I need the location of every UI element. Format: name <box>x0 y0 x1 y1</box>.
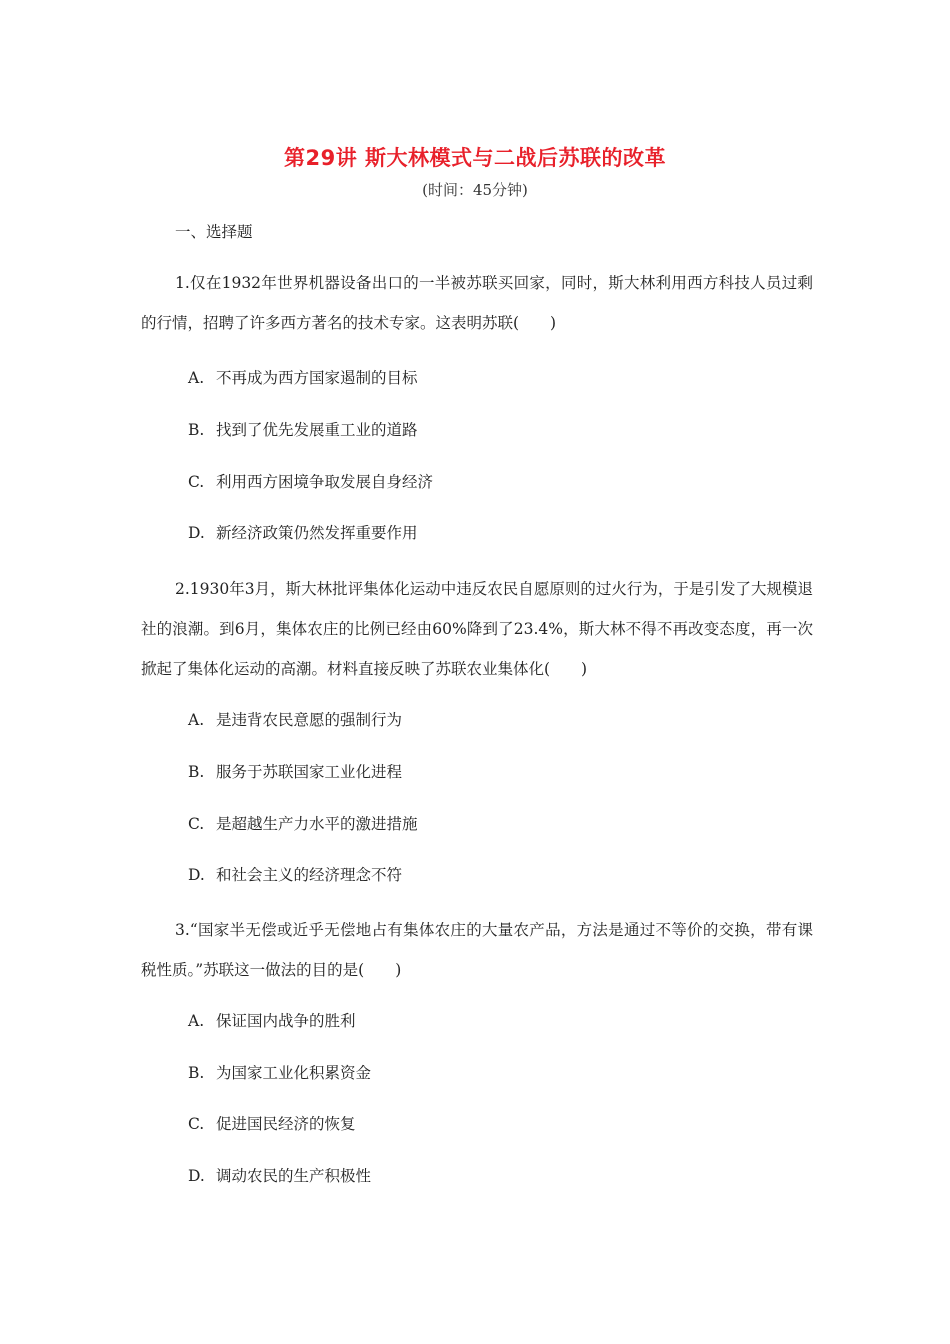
option-letter: D. <box>188 1167 205 1185</box>
option-text: 是违背农民意愿的强制行为 <box>216 711 403 729</box>
option-text: 保证国内战争的胜利 <box>216 1012 356 1030</box>
question-1-option-a[interactable] <box>188 367 418 389</box>
option-letter: B. <box>188 763 205 781</box>
option-letter: B. <box>188 1064 205 1082</box>
option-text: 调动农民的生产积极性 <box>216 1167 372 1185</box>
question-2-option-b[interactable] <box>188 761 402 783</box>
option-text: 是超越生产力水平的激进措施 <box>216 815 418 833</box>
option-letter: D. <box>188 866 205 884</box>
option-text: 为国家工业化积累资金 <box>216 1064 372 1082</box>
question-3-option-b[interactable] <box>188 1062 371 1084</box>
option-text: 不再成为西方国家遏制的目标 <box>216 369 418 387</box>
option-letter: B. <box>188 421 205 439</box>
option-text: 利用西方困境争取发展自身经济 <box>216 473 434 491</box>
question-3-option-c[interactable] <box>188 1113 356 1135</box>
time-limit: (时间：45分钟) <box>422 181 528 199</box>
question-1-stem: 1.仅在1932年世界机器设备出口的一半被苏联买回家，同时，斯大林利用西方科技人员过剩的行情，招聘了许多西方著名的技术专家。这表明苏联( ) <box>141 274 813 332</box>
question-3-option-a[interactable] <box>188 1010 356 1032</box>
question-2-option-d[interactable] <box>188 864 402 886</box>
option-text: 促进国民经济的恢复 <box>216 1115 356 1133</box>
option-text: 和社会主义的经济理念不符 <box>216 866 403 884</box>
option-letter: A. <box>188 711 205 729</box>
option-text: 新经济政策仍然发挥重要作用 <box>216 524 418 542</box>
option-letter: A. <box>188 369 205 387</box>
page-title: 第29讲 斯大林模式与二战后苏联的改革 <box>283 146 667 170</box>
option-text: 找到了优先发展重工业的道路 <box>216 421 418 439</box>
question-2-option-c[interactable] <box>188 813 418 835</box>
question-2-stem: 2.1930年3月，斯大林批评集体化运动中违反农民自愿原则的过火行为，于是引发了大规模退社的浪潮。到6月，集体农庄的比例已经由60%降到了23.4%，斯大林不得不再改变态度，再一次掀起了集体化运动的高潮。材料直接反映了苏联农业集体化( ) <box>141 580 813 678</box>
option-letter: D. <box>188 524 205 542</box>
option-letter: C. <box>188 473 205 491</box>
option-letter: A. <box>188 1012 205 1030</box>
question-1-option-c[interactable] <box>188 471 433 493</box>
question-1-option-d[interactable] <box>188 522 418 544</box>
option-text: 服务于苏联国家工业化进程 <box>216 763 403 781</box>
question-2-option-a[interactable] <box>188 709 402 731</box>
option-letter: C. <box>188 1115 205 1133</box>
question-3-stem: 3.“国家半无偿或近乎无偿地占有集体农庄的大量农产品，方法是通过不等价的交换，带有课税性质。”苏联这一做法的目的是( ) <box>141 921 813 979</box>
section-heading: 一、选择题 <box>175 223 253 241</box>
question-3-option-d[interactable] <box>188 1165 371 1187</box>
question-1-option-b[interactable] <box>188 419 418 441</box>
option-letter: C. <box>188 815 205 833</box>
